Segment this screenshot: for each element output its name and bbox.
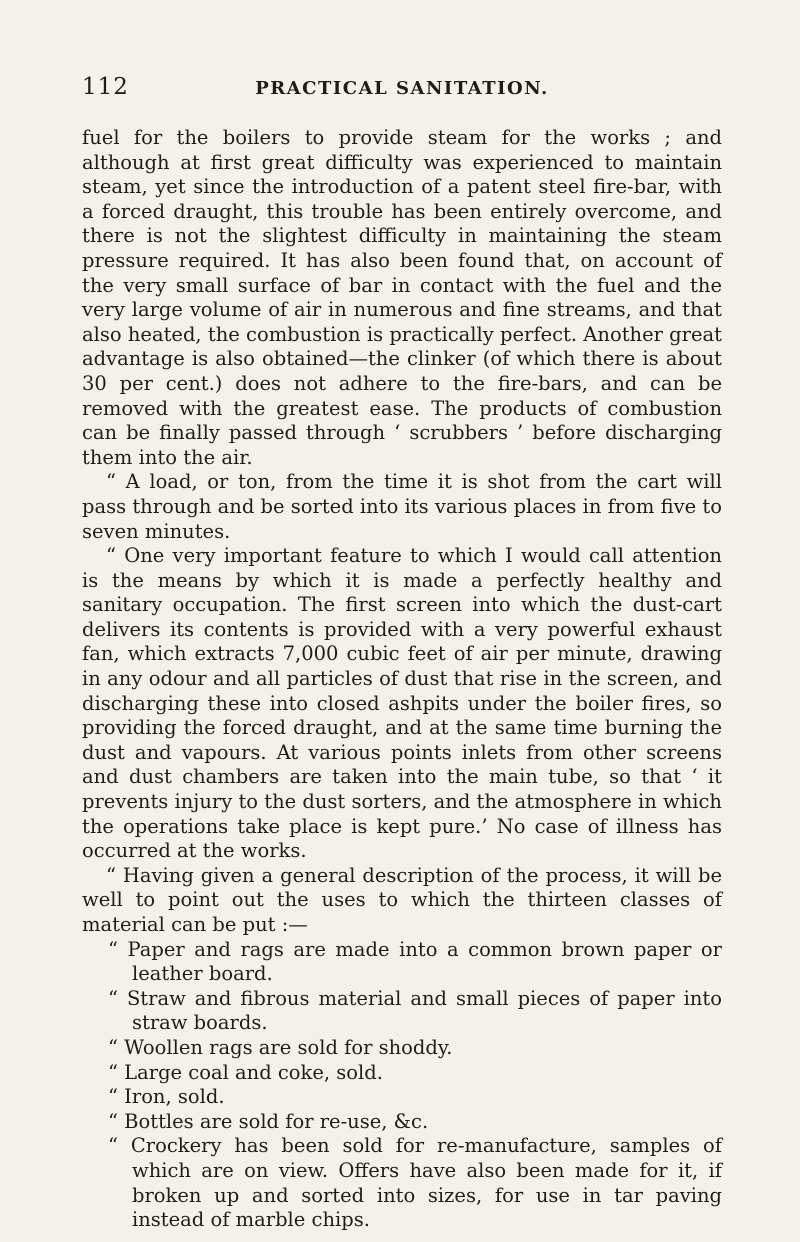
page-body <box>82 126 722 1233</box>
list-item: “ Woollen rags are sold for shoddy. <box>108 1035 453 1059</box>
paragraph: “ A load, or ton, from the time it is shot from the cart will pass through and be sorted into its various places in from five to seven minutes. <box>82 470 722 543</box>
paragraph: fuel for the boilers to provide steam for the works ; and although at first great difficulty was experienced to maintain steam, yet since the introduction of a patent steel fire-bar, with a forced draught, this trouble has been entirely overcome, and there is not the slightest difficulty in maintaining the steam pressure required. It has also been found that, on account of the very small surface of bar in contact with the fuel and the very large volume of air in numerous and fine streams, and that also heated, the combustion is practically perfect. Another great advantage is also obtained—the clinker (of which there is about 30 per cent.) does not adhere to the fire-bars, and can be removed with the greatest ease. The products of combustion can be finally passed through ‘ scrubbers ’ before discharging them into the air. <box>82 126 722 469</box>
list-item: “ Large coal and coke, sold. <box>108 1060 383 1084</box>
list-item: “ Iron, sold. <box>108 1085 225 1109</box>
paragraph: “ One very important feature to which I would call attention is the means by which it is made a perfectly healthy and sanitary occupation. The first screen into which the dust-cart delivers its contents is provided with a very powerful exhaust fan, which extracts 7,000 cubic feet of air per minute, drawing in any odour and all particles of dust that rise in the screen, and discharging these into closed ashpits under the boiler fires, so providing the forced draught, and at the same time burning the dust and vapours. At various points inlets from other screens and dust chambers are taken into the main tube, so that ‘ it prevents injury to the dust sorters, and the atmosphere in which the operations take place is kept pure.’ No case of illness has occurred at the works. <box>82 544 722 863</box>
paragraph: “ Having given a general description of the process, it will be well to point out the uses to which the thirteen classes of material can be put :— <box>82 863 722 936</box>
list-item: “ Paper and rags are made into a common brown paper or leather board. <box>108 937 722 986</box>
list-item: “ Bottles are sold for re-use, &c. <box>108 1109 429 1133</box>
page-header <box>82 74 722 110</box>
list-item: “ Crockery has been sold for re-manufacture, samples of which are on view. Offers have also been made for it, if broken up and sorted into sizes, for use in tar paving instead of marble chips. <box>108 1134 722 1232</box>
page-number: 112 <box>82 74 129 100</box>
list-item: “ Straw and fibrous material and small pieces of paper into straw boards. <box>108 986 722 1035</box>
running-title: PRACTICAL SANITATION. <box>255 78 549 99</box>
